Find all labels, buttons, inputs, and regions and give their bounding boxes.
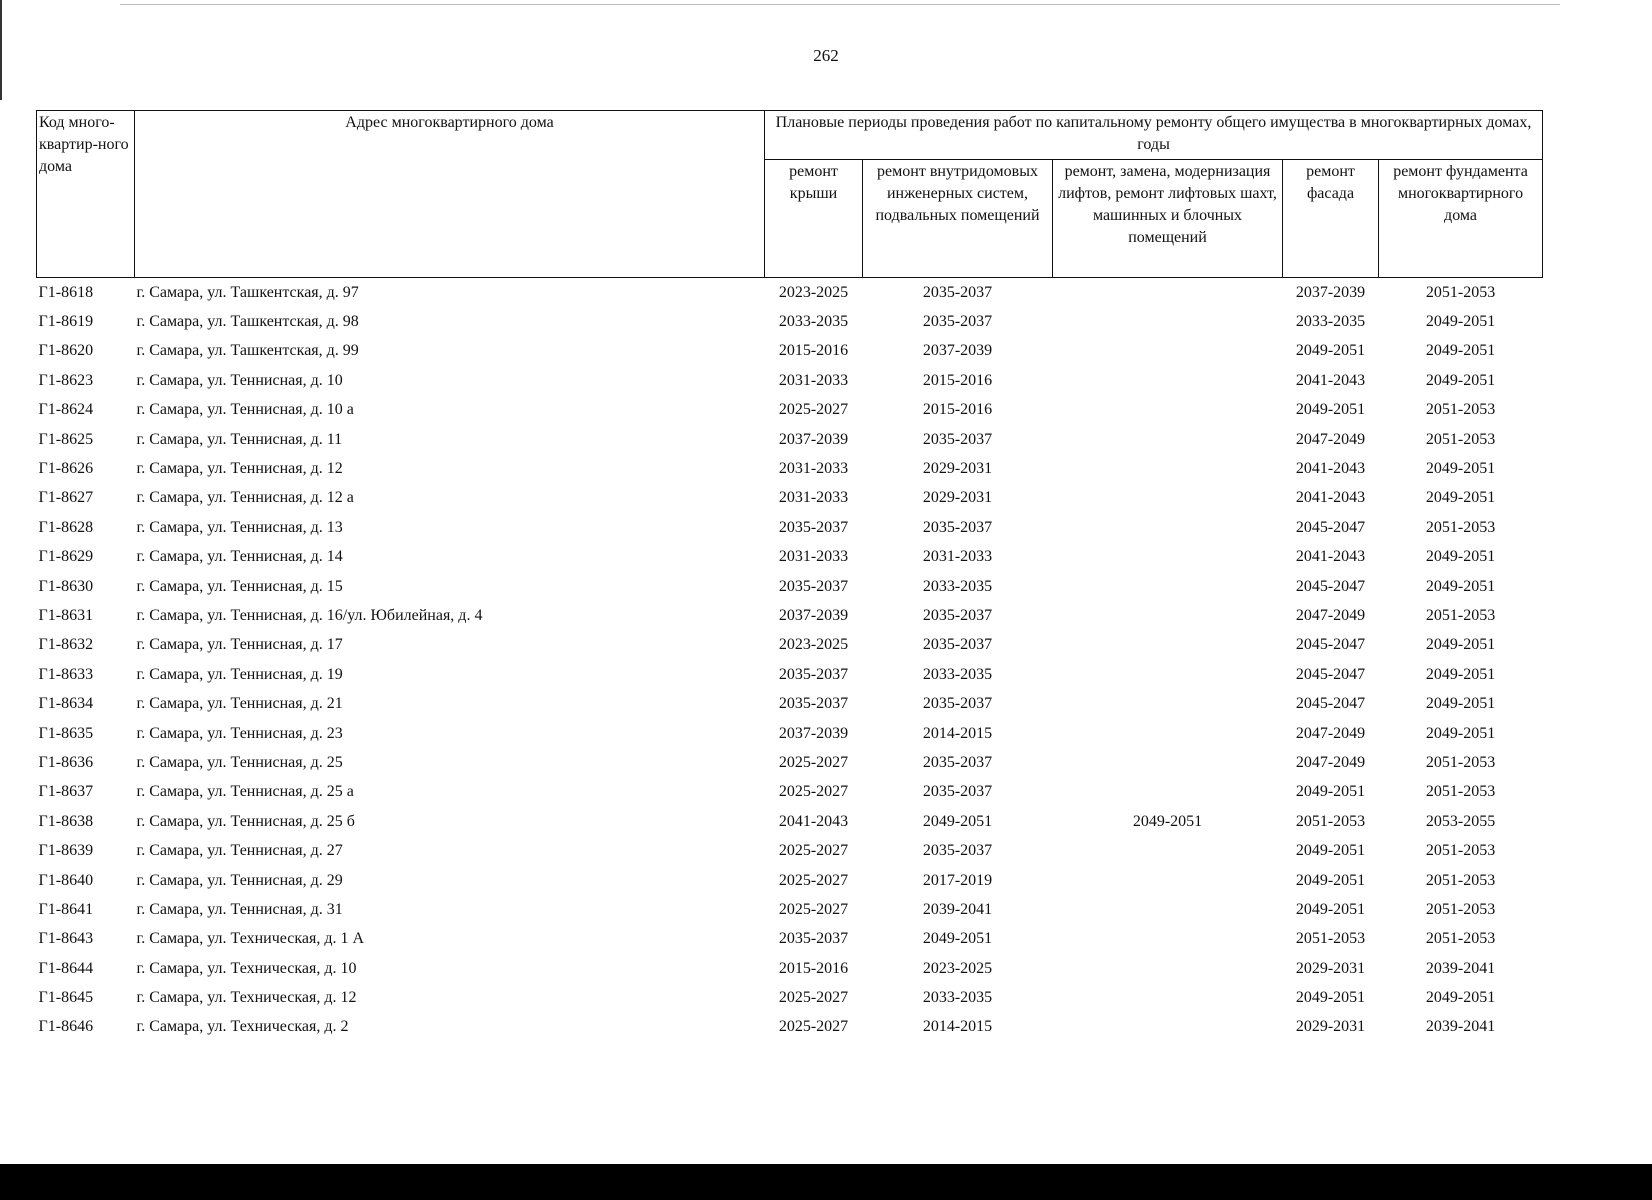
header-code: Код много-квартир-ного дома xyxy=(37,111,135,278)
cell-engineering: 2035-2037 xyxy=(922,606,993,624)
cell-elevators xyxy=(1053,543,1283,572)
cell-engineering: 2037-2039 xyxy=(922,342,993,360)
cell-foundation: 2051-2053 xyxy=(1425,518,1496,536)
cell-code: Г1-8634 xyxy=(38,695,94,713)
cell-code: Г1-8630 xyxy=(38,577,94,595)
cell-elevators xyxy=(1053,719,1283,748)
cell-address: г. Самара, ул. Теннисная, д. 19 xyxy=(136,665,343,683)
table-row xyxy=(37,425,1543,454)
table-row xyxy=(37,513,1543,542)
cell-engineering: 2035-2037 xyxy=(922,842,993,860)
cell-address: г. Самара, ул. Теннисная, д. 25 б xyxy=(136,812,355,830)
cell-code: Г1-8638 xyxy=(38,812,94,830)
page-number: 262 xyxy=(813,46,839,65)
cell-engineering: 2029-2031 xyxy=(922,460,993,478)
cell-engineering: 2014-2015 xyxy=(922,1018,993,1036)
cell-facade: 2047-2049 xyxy=(1295,753,1366,771)
cell-roof: 2035-2037 xyxy=(778,665,849,683)
header-foundation: ремонт фундамента многоквартирного дома xyxy=(1379,160,1543,278)
cell-elevators xyxy=(1053,425,1283,454)
cell-roof: 2025-2027 xyxy=(778,989,849,1007)
cell-elevators xyxy=(1053,1013,1283,1042)
table-row xyxy=(37,836,1543,865)
table-row xyxy=(37,543,1543,572)
cell-facade: 2029-2031 xyxy=(1295,959,1366,977)
cell-roof: 2037-2039 xyxy=(778,724,849,742)
cell-foundation: 2051-2053 xyxy=(1425,783,1496,801)
cell-code: Г1-8628 xyxy=(38,518,94,536)
header-roof: ремонт крыши xyxy=(765,160,863,278)
cell-foundation: 2049-2051 xyxy=(1425,989,1496,1007)
cell-foundation: 2049-2051 xyxy=(1425,313,1496,331)
table-row xyxy=(37,689,1543,718)
cell-code: Г1-8625 xyxy=(38,430,94,448)
cell-foundation: 2049-2051 xyxy=(1425,342,1496,360)
table-row xyxy=(37,307,1543,336)
cell-code: Г1-8626 xyxy=(38,460,94,478)
cell-code: Г1-8644 xyxy=(38,959,94,977)
cell-engineering: 2035-2037 xyxy=(922,695,993,713)
cell-facade: 2047-2049 xyxy=(1295,606,1366,624)
cell-facade: 2049-2051 xyxy=(1295,342,1366,360)
cell-roof: 2035-2037 xyxy=(778,518,849,536)
cell-facade: 2045-2047 xyxy=(1295,695,1366,713)
cell-address: г. Самара, ул. Теннисная, д. 25 xyxy=(136,753,343,771)
cell-address: г. Самара, ул. Теннисная, д. 10 xyxy=(136,371,343,389)
cell-elevators xyxy=(1053,866,1283,895)
cell-foundation: 2051-2053 xyxy=(1425,430,1496,448)
cell-roof: 2025-2027 xyxy=(778,401,849,419)
cell-facade: 2049-2051 xyxy=(1295,783,1366,801)
cell-code: Г1-8641 xyxy=(38,900,94,918)
cell-elevators xyxy=(1053,925,1283,954)
cell-engineering: 2033-2035 xyxy=(922,665,993,683)
header-facade: ремонт фасада xyxy=(1283,160,1379,278)
cell-elevators xyxy=(1053,631,1283,660)
cell-elevators xyxy=(1053,366,1283,395)
cell-roof: 2031-2033 xyxy=(778,460,849,478)
table-row xyxy=(37,719,1543,748)
cell-code: Г1-8619 xyxy=(38,313,94,331)
cell-facade: 2049-2051 xyxy=(1295,989,1366,1007)
cell-foundation: 2049-2051 xyxy=(1425,371,1496,389)
cell-address: г. Самара, ул. Теннисная, д. 17 xyxy=(136,636,343,654)
table-row xyxy=(37,748,1543,777)
cell-roof: 2025-2027 xyxy=(778,871,849,889)
cell-facade: 2041-2043 xyxy=(1295,371,1366,389)
cell-foundation: 2051-2053 xyxy=(1425,753,1496,771)
cell-facade: 2033-2035 xyxy=(1295,313,1366,331)
cell-facade: 2029-2031 xyxy=(1295,1018,1366,1036)
cell-address: г. Самара, ул. Теннисная, д. 13 xyxy=(136,518,343,536)
cell-facade: 2051-2053 xyxy=(1295,930,1366,948)
cell-engineering: 2033-2035 xyxy=(922,577,993,595)
cell-address: г. Самара, ул. Теннисная, д. 12 а xyxy=(136,489,354,507)
header-address: Адрес многоквартирного дома xyxy=(135,111,765,278)
cell-facade: 2041-2043 xyxy=(1295,548,1366,566)
cell-code: Г1-8623 xyxy=(38,371,94,389)
cell-facade: 2049-2051 xyxy=(1295,401,1366,419)
cell-engineering: 2017-2019 xyxy=(922,871,993,889)
cell-code: Г1-8643 xyxy=(38,930,94,948)
cell-foundation: 2039-2041 xyxy=(1425,1018,1496,1036)
cell-roof: 2025-2027 xyxy=(778,783,849,801)
cell-elevators xyxy=(1053,689,1283,718)
cell-elevators xyxy=(1053,278,1283,308)
cell-engineering: 2014-2015 xyxy=(922,724,993,742)
cell-address: г. Самара, ул. Теннисная, д. 23 xyxy=(136,724,343,742)
cell-address: г. Самара, ул. Теннисная, д. 11 xyxy=(136,430,343,448)
cell-facade: 2045-2047 xyxy=(1295,665,1366,683)
cell-roof: 2031-2033 xyxy=(778,371,849,389)
cell-elevators xyxy=(1053,983,1283,1012)
table-row xyxy=(37,807,1543,836)
cell-foundation: 2049-2051 xyxy=(1425,665,1496,683)
cell-address: г. Самара, ул. Ташкентская, д. 97 xyxy=(136,283,359,301)
table-row xyxy=(37,601,1543,630)
cell-address: г. Самара, ул. Теннисная, д. 27 xyxy=(136,842,343,860)
cell-elevators xyxy=(1053,836,1283,865)
cell-foundation: 2049-2051 xyxy=(1425,695,1496,713)
cell-foundation: 2051-2053 xyxy=(1425,401,1496,419)
cell-engineering: 2035-2037 xyxy=(922,636,993,654)
cell-roof: 2023-2025 xyxy=(778,283,849,301)
header-periods-group: Плановые периоды проведения работ по капитальному ремонту общего имущества в многоквартирных домах, годы xyxy=(765,111,1543,160)
cell-roof: 2025-2027 xyxy=(778,900,849,918)
cell-code: Г1-8645 xyxy=(38,989,94,1007)
cell-roof: 2025-2027 xyxy=(778,1018,849,1036)
cell-address: г. Самара, ул. Техническая, д. 10 xyxy=(136,959,357,977)
cell-foundation: 2051-2053 xyxy=(1425,930,1496,948)
table-body xyxy=(37,278,1543,1043)
table-row xyxy=(37,572,1543,601)
cell-elevators xyxy=(1053,954,1283,983)
table-row xyxy=(37,954,1543,983)
cell-elevators xyxy=(1053,513,1283,542)
cell-address: г. Самара, ул. Теннисная, д. 15 xyxy=(136,577,343,595)
cell-elevators xyxy=(1053,778,1283,807)
cell-roof: 2035-2037 xyxy=(778,695,849,713)
cell-code: Г1-8635 xyxy=(38,724,94,742)
scan-top-line xyxy=(120,4,1560,5)
cell-roof: 2037-2039 xyxy=(778,606,849,624)
cell-engineering: 2049-2051 xyxy=(922,812,993,830)
cell-address: г. Самара, ул. Теннисная, д. 12 xyxy=(136,460,343,478)
cell-facade: 2047-2049 xyxy=(1295,724,1366,742)
cell-engineering: 2023-2025 xyxy=(922,959,993,977)
cell-engineering: 2035-2037 xyxy=(922,783,993,801)
cell-engineering: 2035-2037 xyxy=(922,753,993,771)
table-row xyxy=(37,866,1543,895)
table-row xyxy=(37,895,1543,924)
table-row xyxy=(37,778,1543,807)
cell-roof: 2037-2039 xyxy=(778,430,849,448)
cell-engineering: 2015-2016 xyxy=(922,371,993,389)
cell-elevators: 2049-2051 xyxy=(1132,812,1203,830)
cell-facade: 2049-2051 xyxy=(1295,842,1366,860)
table-row xyxy=(37,366,1543,395)
cell-roof: 2015-2016 xyxy=(778,959,849,977)
cell-facade: 2049-2051 xyxy=(1295,871,1366,889)
cell-facade: 2045-2047 xyxy=(1295,577,1366,595)
cell-code: Г1-8629 xyxy=(38,548,94,566)
cell-elevators xyxy=(1053,748,1283,777)
cell-roof: 2031-2033 xyxy=(778,489,849,507)
cell-roof: 2035-2037 xyxy=(778,930,849,948)
cell-elevators xyxy=(1053,396,1283,425)
cell-roof: 2015-2016 xyxy=(778,342,849,360)
cell-engineering: 2035-2037 xyxy=(922,283,993,301)
cell-roof: 2033-2035 xyxy=(778,313,849,331)
cell-code: Г1-8632 xyxy=(38,636,94,654)
cell-facade: 2041-2043 xyxy=(1295,460,1366,478)
table-row xyxy=(37,631,1543,660)
cell-elevators xyxy=(1053,337,1283,366)
cell-roof: 2023-2025 xyxy=(778,636,849,654)
cell-roof: 2031-2033 xyxy=(778,548,849,566)
cell-foundation: 2049-2051 xyxy=(1425,489,1496,507)
table-row xyxy=(37,925,1543,954)
cell-elevators xyxy=(1053,895,1283,924)
cell-foundation: 2053-2055 xyxy=(1425,812,1496,830)
cell-foundation: 2049-2051 xyxy=(1425,636,1496,654)
cell-facade: 2041-2043 xyxy=(1295,489,1366,507)
table-row xyxy=(37,484,1543,513)
cell-code: Г1-8639 xyxy=(38,842,94,860)
header-engineering: ремонт внутридомовых инженерных систем, подвальных помещений xyxy=(863,160,1053,278)
cell-foundation: 2051-2053 xyxy=(1425,900,1496,918)
cell-address: г. Самара, ул. Техническая, д. 2 xyxy=(136,1018,349,1036)
cell-facade: 2047-2049 xyxy=(1295,430,1366,448)
cell-address: г. Самара, ул. Теннисная, д. 10 а xyxy=(136,401,354,419)
cell-foundation: 2051-2053 xyxy=(1425,606,1496,624)
table-header xyxy=(37,111,1543,278)
cell-code: Г1-8624 xyxy=(38,401,94,419)
cell-engineering: 2031-2033 xyxy=(922,548,993,566)
cell-foundation: 2049-2051 xyxy=(1425,460,1496,478)
cell-address: г. Самара, ул. Ташкентская, д. 98 xyxy=(136,313,359,331)
cell-engineering: 2049-2051 xyxy=(922,930,993,948)
header-elevators: ремонт, замена, модернизация лифтов, ремонт лифтовых шахт, машинных и блочных помещений xyxy=(1053,160,1283,278)
cell-foundation: 2051-2053 xyxy=(1425,871,1496,889)
cell-facade: 2037-2039 xyxy=(1295,283,1366,301)
cell-code: Г1-8636 xyxy=(38,753,94,771)
cell-engineering: 2035-2037 xyxy=(922,518,993,536)
cell-foundation: 2051-2053 xyxy=(1425,283,1496,301)
cell-elevators xyxy=(1053,601,1283,630)
cell-foundation: 2049-2051 xyxy=(1425,548,1496,566)
cell-elevators xyxy=(1053,454,1283,483)
cell-code: Г1-8646 xyxy=(38,1018,94,1036)
cell-engineering: 2035-2037 xyxy=(922,430,993,448)
cell-facade: 2051-2053 xyxy=(1295,812,1366,830)
cell-address: г. Самара, ул. Техническая, д. 1 А xyxy=(136,930,365,948)
table-row xyxy=(37,396,1543,425)
cell-code: Г1-8620 xyxy=(38,342,94,360)
cell-engineering: 2015-2016 xyxy=(922,401,993,419)
cell-address: г. Самара, ул. Теннисная, д. 31 xyxy=(136,900,343,918)
cell-roof: 2025-2027 xyxy=(778,842,849,860)
cell-code: Г1-8631 xyxy=(38,606,94,624)
table-row xyxy=(37,983,1543,1012)
cell-foundation: 2049-2051 xyxy=(1425,577,1496,595)
cell-address: г. Самара, ул. Техническая, д. 12 xyxy=(136,989,357,1007)
table-row xyxy=(37,454,1543,483)
cell-roof: 2035-2037 xyxy=(778,577,849,595)
cell-engineering: 2039-2041 xyxy=(922,900,993,918)
cell-roof: 2025-2027 xyxy=(778,753,849,771)
cell-elevators xyxy=(1053,484,1283,513)
cell-engineering: 2029-2031 xyxy=(922,489,993,507)
table-row xyxy=(37,660,1543,689)
cell-elevators xyxy=(1053,307,1283,336)
cell-facade: 2049-2051 xyxy=(1295,900,1366,918)
cell-address: г. Самара, ул. Теннисная, д. 21 xyxy=(136,695,343,713)
scan-bottom-bar xyxy=(0,1164,1652,1200)
cell-engineering: 2035-2037 xyxy=(922,313,993,331)
cell-code: Г1-8633 xyxy=(38,665,94,683)
cell-code: Г1-8618 xyxy=(38,283,94,301)
cell-roof: 2041-2043 xyxy=(778,812,849,830)
cell-foundation: 2039-2041 xyxy=(1425,959,1496,977)
cell-code: Г1-8637 xyxy=(38,783,94,801)
table-row xyxy=(37,278,1543,308)
capital-repair-table xyxy=(36,110,1543,1042)
cell-code: Г1-8627 xyxy=(38,489,94,507)
cell-foundation: 2049-2051 xyxy=(1425,724,1496,742)
cell-facade: 2045-2047 xyxy=(1295,518,1366,536)
cell-elevators xyxy=(1053,572,1283,601)
cell-address: г. Самара, ул. Теннисная, д. 25 а xyxy=(136,783,354,801)
cell-elevators xyxy=(1053,660,1283,689)
table-row xyxy=(37,337,1543,366)
table-row xyxy=(37,1013,1543,1042)
cell-address: г. Самара, ул. Ташкентская, д. 99 xyxy=(136,342,359,360)
cell-address: г. Самара, ул. Теннисная, д. 14 xyxy=(136,548,343,566)
cell-code: Г1-8640 xyxy=(38,871,94,889)
cell-engineering: 2033-2035 xyxy=(922,989,993,1007)
cell-foundation: 2051-2053 xyxy=(1425,842,1496,860)
cell-address: г. Самара, ул. Теннисная, д. 29 xyxy=(136,871,343,889)
cell-facade: 2045-2047 xyxy=(1295,636,1366,654)
cell-address: г. Самара, ул. Теннисная, д. 16/ул. Юбилейная, д. 4 xyxy=(136,606,483,624)
